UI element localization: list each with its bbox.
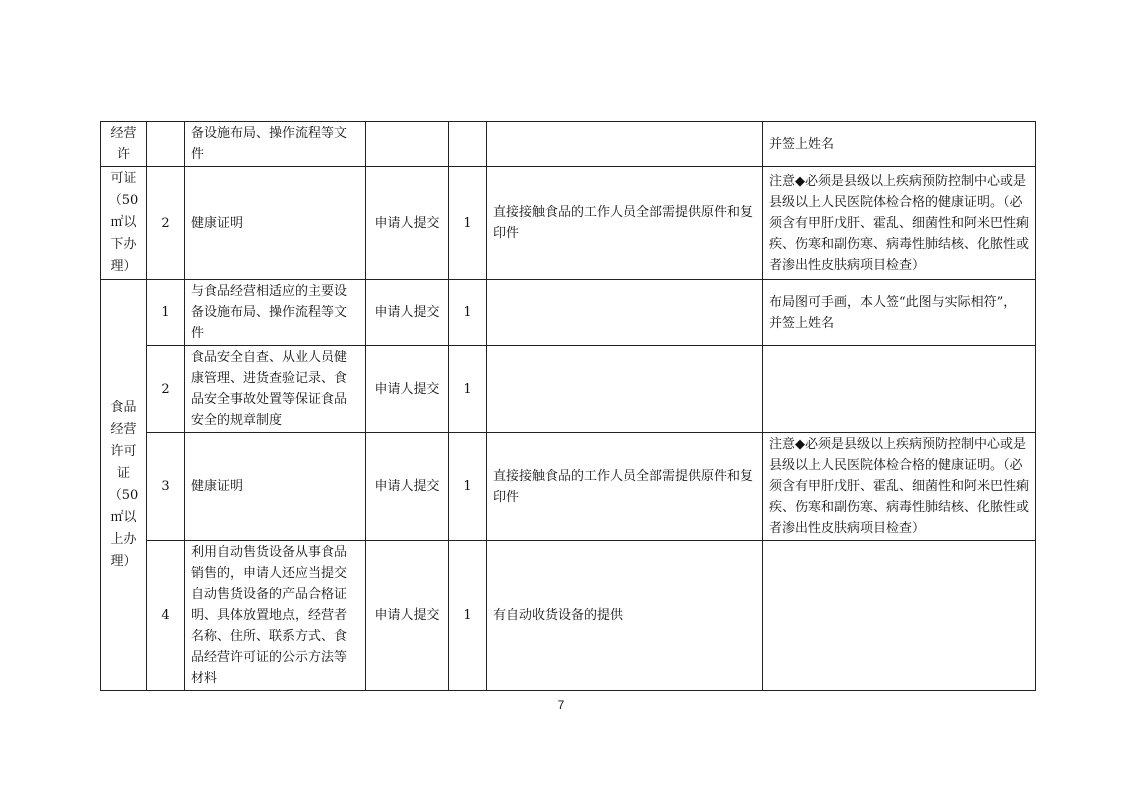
submission-form-cell (366, 122, 449, 167)
submission-form-cell: 申请人提交 (366, 167, 449, 280)
table-row (101, 167, 1036, 280)
requirement-cell (487, 280, 763, 346)
submission-form-cell: 申请人提交 (366, 346, 449, 433)
requirement-cell (487, 346, 763, 433)
note-cell (763, 541, 1036, 691)
sequence-cell: 3 (147, 433, 185, 541)
category-label: 可证（50㎡以下办理） (108, 171, 139, 274)
count-cell (449, 122, 487, 167)
table-row (101, 433, 1036, 541)
table-row (101, 541, 1036, 691)
note-cell: 注意◆必须是县级以上疾病预防控制中心或是县级以上人民医院体检合格的健康证明。（必须含有甲肝戊肝、霍乱、细菌性和阿米巴性痢疾、伤寒和副伤寒、病毒性肺结核、化脓性或者渗出性皮肤病项目检查） (763, 433, 1036, 541)
category-label: 食品经营许可证（50㎡以上办理） (108, 400, 139, 569)
requirement-cell: 有自动收货设备的提供 (487, 541, 763, 691)
material-cell: 健康证明 (185, 167, 366, 280)
note-cell: 注意◆必须是县级以上疾病预防控制中心或是县级以上人民医院体检合格的健康证明。（必须含有甲肝戊肝、霍乱、细菌性和阿米巴性痢疾、伤寒和副伤寒、病毒性肺结核、化脓性或者渗出性皮肤病项目检查） (763, 167, 1036, 280)
page-number: 7 (557, 698, 565, 712)
note-cell (763, 346, 1036, 433)
count-cell: 1 (449, 280, 487, 346)
count-cell: 1 (449, 167, 487, 280)
material-cell: 与食品经营相适应的主要设备设施布局、操作流程等文件 (185, 280, 366, 346)
count-cell: 1 (449, 433, 487, 541)
requirement-cell: 直接接触食品的工作人员全部需提供原件和复印件 (487, 433, 763, 541)
count-cell: 1 (449, 541, 487, 691)
requirements-table (100, 121, 1036, 691)
sequence-cell: 4 (147, 541, 185, 691)
count-cell: 1 (449, 346, 487, 433)
material-cell: 利用自动售货设备从事食品销售的，申请人还应当提交自动售货设备的产品合格证明、具体放置地点，经营者名称、住所、联系方式、食品经营许可证的公示方法等材料 (185, 541, 366, 691)
note-cell: 并签上姓名 (763, 122, 1036, 167)
submission-form-cell: 申请人提交 (366, 433, 449, 541)
category-cell (101, 280, 147, 691)
category-cell-head: 经营许 (101, 122, 147, 167)
requirement-cell: 直接接触食品的工作人员全部需提供原件和复印件 (487, 167, 763, 280)
table-row (101, 280, 1036, 346)
submission-form-cell: 申请人提交 (366, 280, 449, 346)
material-cell: 食品安全自查、从业人员健康管理、进货查验记录、食品安全事故处置等保证食品安全的规章制度 (185, 346, 366, 433)
sequence-cell: 1 (147, 280, 185, 346)
table-row (101, 346, 1036, 433)
sequence-cell: 2 (147, 167, 185, 280)
category-cell (101, 167, 147, 280)
table-row (101, 122, 1036, 167)
note-cell: 布局图可手画，本人签“此图与实际相符”，并签上姓名 (763, 280, 1036, 346)
submission-form-cell: 申请人提交 (366, 541, 449, 691)
sequence-cell (147, 122, 185, 167)
material-cell: 备设施布局、操作流程等文件 (185, 122, 366, 167)
material-cell: 健康证明 (185, 433, 366, 541)
requirement-cell (487, 122, 763, 167)
sequence-cell: 2 (147, 346, 185, 433)
